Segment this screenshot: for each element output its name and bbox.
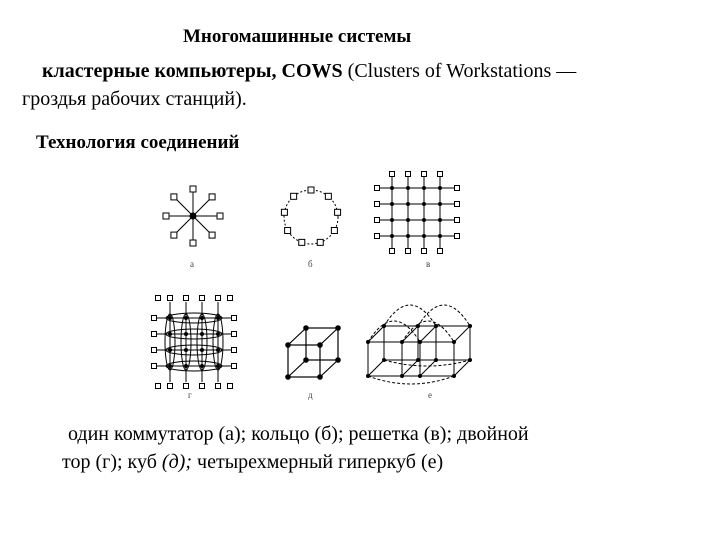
torus-junction	[216, 364, 220, 368]
ring-node	[285, 228, 291, 234]
cube-topology-diagram	[286, 326, 340, 379]
label-d: г	[188, 390, 192, 400]
grid-node	[390, 249, 395, 254]
hypercube-vertex	[366, 374, 370, 378]
ring-node	[335, 209, 341, 215]
label-f: е	[428, 390, 432, 400]
torus-node	[152, 364, 157, 369]
grid-node	[455, 186, 460, 191]
hypercube-vertex	[434, 324, 438, 328]
grid-junction	[438, 186, 442, 190]
grid-junction	[390, 186, 394, 190]
torus-node	[168, 384, 173, 389]
hypercube-vertex	[418, 374, 422, 378]
hypercube-vertex	[468, 324, 472, 328]
caption-line-1: один коммутатор (а); кольцо (б); решетка (в); двойной	[68, 423, 529, 445]
ring-node	[308, 187, 314, 193]
torus-junction	[200, 316, 204, 320]
star-node	[209, 194, 215, 200]
torus-node	[152, 316, 157, 321]
torus-node	[152, 332, 157, 337]
ring-node	[325, 193, 331, 199]
grid-junction	[406, 218, 410, 222]
grid-junction	[390, 234, 394, 238]
label-a: а	[190, 259, 194, 269]
torus-junction	[216, 332, 220, 336]
torus-junction	[200, 332, 204, 336]
hypercube-topology-diagram	[366, 305, 472, 384]
torus-junction	[200, 364, 204, 368]
torus-junction	[168, 348, 172, 352]
hypercube-vertex	[400, 340, 404, 344]
torus-junction	[168, 316, 172, 320]
section-subtitle: Технология соединений	[36, 132, 240, 153]
torus-junction	[184, 348, 188, 352]
star-node	[171, 194, 177, 200]
torus-junction	[184, 332, 188, 336]
ring-node	[317, 239, 323, 245]
caption-part-2: четырехмерный гиперкуб (е)	[192, 451, 444, 473]
ring-node	[299, 239, 305, 245]
grid-node	[375, 218, 380, 223]
torus-node	[232, 348, 237, 353]
hypercube-vertex	[400, 374, 404, 378]
definition-text: (Clusters of Workstations —	[342, 60, 577, 82]
torus-junction	[216, 316, 220, 320]
ring-node	[291, 193, 297, 199]
grid-junction	[422, 186, 426, 190]
torus-junction	[184, 316, 188, 320]
caption-line-2	[62, 451, 443, 474]
ring-node	[281, 209, 287, 215]
definition-term: кластерные компьютеры, COWS	[42, 60, 343, 82]
grid-node	[422, 172, 427, 177]
grid-node	[406, 249, 411, 254]
torus-node	[216, 384, 221, 389]
label-c: в	[426, 259, 431, 269]
hypercube-vertex	[418, 340, 422, 344]
grid-junction	[438, 234, 442, 238]
grid-node	[422, 249, 427, 254]
definition-line-2: гроздья рабочих станций).	[22, 88, 247, 110]
hypercube-vertex	[434, 358, 438, 362]
grid-node	[455, 218, 460, 223]
hypercube-vertex	[416, 324, 420, 328]
torus-junction	[184, 364, 188, 368]
torus-junction	[216, 348, 220, 352]
grid-node	[438, 172, 443, 177]
grid-node	[406, 172, 411, 177]
star-topology-diagram	[163, 186, 223, 246]
label-b: б	[308, 259, 313, 269]
star-node	[209, 232, 215, 238]
grid-node	[375, 202, 380, 207]
grid-junction	[422, 202, 426, 206]
grid-node	[455, 234, 460, 239]
grid-node	[375, 186, 380, 191]
hypercube-vertex	[452, 340, 456, 344]
grid-junction	[390, 218, 394, 222]
grid-junction	[406, 186, 410, 190]
torus-node	[232, 316, 237, 321]
grid-junction	[406, 234, 410, 238]
torus-node	[184, 296, 189, 301]
grid-node	[438, 249, 443, 254]
caption-part-italic: (д);	[161, 451, 193, 473]
torus-node	[228, 296, 233, 301]
hypercube-vertex	[366, 340, 370, 344]
grid-node	[455, 202, 460, 207]
grid-junction	[422, 218, 426, 222]
torus-node	[232, 332, 237, 337]
star-node	[217, 213, 223, 219]
grid-node	[375, 234, 380, 239]
torus-junction	[200, 348, 204, 352]
star-node	[190, 240, 196, 246]
torus-junction	[168, 332, 172, 336]
grid-topology-diagram	[375, 172, 460, 254]
star-node	[190, 186, 196, 192]
torus-junction	[168, 364, 172, 368]
torus-node	[228, 384, 233, 389]
slide-title: Многомашинные системы	[183, 26, 412, 47]
grid-junction	[438, 218, 442, 222]
hypercube-vertex	[416, 358, 420, 362]
grid-node	[390, 172, 395, 177]
grid-junction	[390, 202, 394, 206]
star-node	[171, 232, 177, 238]
torus-node	[184, 384, 189, 389]
torus-node	[216, 296, 221, 301]
grid-junction	[438, 202, 442, 206]
caption-part-1: тор (г); куб	[62, 451, 162, 473]
torus-node	[156, 384, 161, 389]
hypercube-vertex	[382, 324, 386, 328]
hypercube-vertex	[468, 358, 472, 362]
torus-node	[168, 296, 173, 301]
label-e: д	[308, 390, 313, 400]
torus-node	[200, 296, 205, 301]
hypercube-vertex	[452, 374, 456, 378]
ring-node	[331, 228, 337, 234]
double-torus-diagram	[152, 296, 237, 389]
torus-node	[232, 364, 237, 369]
star-node	[163, 213, 169, 219]
grid-junction	[406, 202, 410, 206]
ring-topology-diagram	[281, 187, 340, 245]
hypercube-vertex	[382, 358, 386, 362]
torus-node	[200, 384, 205, 389]
grid-junction	[422, 234, 426, 238]
torus-node	[156, 296, 161, 301]
torus-node	[152, 348, 157, 353]
